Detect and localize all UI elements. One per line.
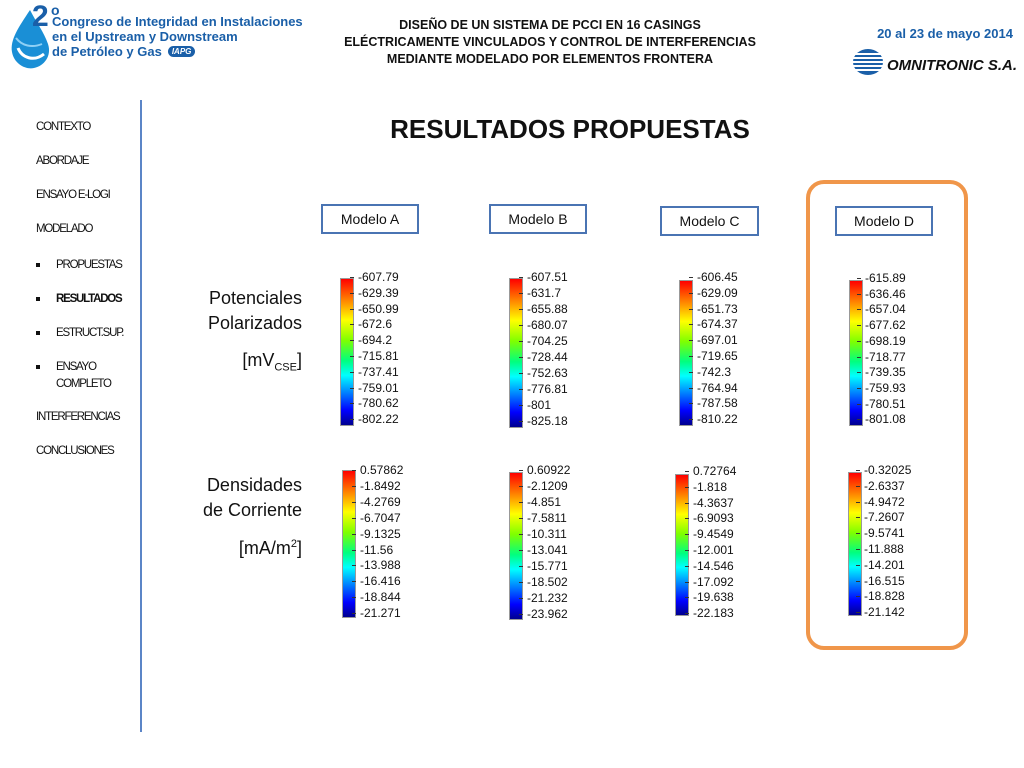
colorbar-tick-label: -11.888 <box>864 542 904 556</box>
colorbar-tick-label: -11.56 <box>360 542 394 557</box>
colorbar-tick-label: -752.63 <box>527 366 568 380</box>
sidebar-item-label-line-2: COMPLETO <box>56 378 111 390</box>
colorbar-tick-label: -1.818 <box>693 479 728 494</box>
colorbar-tick-label: -17.092 <box>693 574 734 589</box>
row-label-line-1: Densidades <box>206 475 302 495</box>
colorbar-tick-label: -607.51 <box>527 270 568 284</box>
colorbar-tick-label: -631.7 <box>527 286 562 300</box>
page-title: RESULTADOS PROPUESTAS <box>390 114 750 144</box>
colorbar-tick-label: -655.88 <box>527 302 568 316</box>
colorbar-tick-label: -677.62 <box>865 318 906 333</box>
model-c-label: Modelo C <box>660 206 759 236</box>
colorbar-tick-label: -4.2769 <box>360 494 401 509</box>
colorbar-tick-label: 0.60922 <box>527 463 571 477</box>
colorbar-tick-label: -780.51 <box>865 396 906 411</box>
title-line-3: MEDIANTE MODELADO POR ELEMENTOS FRONTERA <box>386 52 714 66</box>
colorbar-tick-label: -657.04 <box>865 302 906 317</box>
colorbar-tick-label: -715.81 <box>358 349 399 363</box>
logo-line-2: en el Upstream y Downstream <box>52 29 238 44</box>
colorbar-tick-label: -0.32025 <box>864 463 912 477</box>
colorbar-tick-label: -14.201 <box>864 557 905 572</box>
logo-text <box>52 14 303 59</box>
row-label-line-2: Polarizados <box>207 313 302 333</box>
colorbar-tick-label: -672.6 <box>358 317 393 332</box>
sidebar-item-label: RESULTADOS <box>56 293 122 305</box>
presentation-title <box>300 17 800 68</box>
colorbar-tick-label: -759.93 <box>865 380 906 395</box>
title-line-2: ELÉCTRICAMENTE VINCULADOS Y CONTROL DE INTERFERENCIAS <box>344 35 756 49</box>
sidebar-item-abordaje[interactable]: ABORDAJE <box>36 155 89 167</box>
colorbar-tick-label: -776.81 <box>527 382 568 396</box>
model-d-label: Modelo D <box>835 206 933 236</box>
colorbar-tick-label: -802.22 <box>358 412 399 427</box>
colorbar-densidades-c <box>675 474 689 616</box>
colorbar-tick-label: -22.183 <box>693 606 734 621</box>
colorbar-tick-label: -9.1325 <box>360 526 401 541</box>
colorbar-tick-label: -10.311 <box>527 527 567 541</box>
congress-logo <box>6 2 326 74</box>
bullet-icon <box>36 365 40 369</box>
colorbar-tick-label: -718.77 <box>865 349 906 364</box>
colorbar-tick-label: -810.22 <box>697 412 738 427</box>
colorbar-tick-label: -21.142 <box>864 605 905 620</box>
sidebar-item-modelado[interactable]: MODELADO <box>36 223 93 235</box>
event-date: 20 al 23 de mayo 2014 <box>877 26 1013 41</box>
logo-line-3: de Petróleo y Gas IAPG <box>52 44 303 59</box>
colorbar-tick-label: 0.57862 <box>360 463 404 477</box>
bullet-icon <box>36 263 40 267</box>
colorbar-tick-label: -18.828 <box>864 589 905 604</box>
colorbar-tick-label: -780.62 <box>358 396 399 411</box>
colorbar-tick-label: -13.988 <box>360 558 401 573</box>
company-logo <box>852 46 1022 78</box>
colorbar-tick-label: -23.962 <box>527 607 568 621</box>
colorbar-tick-label: -742.3 <box>697 364 732 379</box>
unit-label-potenciales: $[mV_{CSE}]$ <box>242 350 302 374</box>
bullet-icon <box>36 297 40 301</box>
colorbar-tick-label: -615.89 <box>865 271 906 285</box>
sidebar-item-interferencias[interactable]: INTERFERENCIAS <box>36 411 120 423</box>
sidebar-item-label-line-1: ENSAYO <box>56 361 96 373</box>
colorbar-tick-label: -759.01 <box>358 380 399 395</box>
colorbar-tick-label: -787.58 <box>697 396 738 411</box>
colorbar-tick-label: -21.271 <box>360 606 401 621</box>
row-label-line-2: de Corriente <box>202 500 302 520</box>
logo-number: 2 <box>32 0 49 33</box>
colorbar-tick-label: -16.515 <box>864 573 905 588</box>
colorbar-tick-label: -9.5741 <box>864 526 905 541</box>
colorbar-tick-label: -674.37 <box>697 317 738 332</box>
sidebar-item-ensayo-completo[interactable] <box>36 359 146 393</box>
colorbar-tick-label: -764.94 <box>697 380 738 395</box>
colorbar-tick-label: -1.8492 <box>360 478 401 493</box>
colorbar-tick-label: -629.09 <box>697 285 738 300</box>
colorbar-densidades-d <box>848 472 862 616</box>
colorbar-densidades-a <box>342 470 356 618</box>
colorbar-tick-label: -697.01 <box>697 333 738 348</box>
colorbar-tick-label: -18.844 <box>360 590 401 605</box>
colorbar-tick-label: -606.45 <box>697 270 738 284</box>
sidebar-item-contexto[interactable]: CONTEXTO <box>36 121 91 133</box>
colorbar-tick-label: -4.3637 <box>693 495 734 510</box>
colorbar-tick-label: -13.041 <box>527 543 568 557</box>
colorbar-tick-label: -16.416 <box>360 574 401 589</box>
colorbar-tick-label: -629.39 <box>358 285 399 300</box>
colorbar-tick-label: -6.9093 <box>693 511 734 526</box>
colorbar-tick-label: -694.2 <box>358 333 393 348</box>
colorbar-tick-label: -607.79 <box>358 270 399 284</box>
colorbar-tick-label: -825.18 <box>527 414 568 428</box>
colorbar-tick-label: -737.41 <box>358 364 399 379</box>
colorbar-tick-label: -728.44 <box>527 350 568 364</box>
colorbar-tick-label: 0.72764 <box>693 464 737 478</box>
sidebar-item-ensayo-e-logi[interactable]: ENSAYO E-LOGI <box>36 189 110 201</box>
colorbar-tick-label: -636.46 <box>865 286 906 301</box>
globe-icon <box>852 48 884 76</box>
colorbar-tick-label: -680.07 <box>527 318 568 332</box>
row-label-potenciales <box>208 286 302 336</box>
colorbar-tick-label: -650.99 <box>358 301 399 316</box>
row-label-densidades <box>203 473 302 523</box>
model-a-label: Modelo A <box>321 204 419 234</box>
colorbar-tick-label: -19.638 <box>693 590 734 605</box>
colorbar-tick-label: -698.19 <box>865 333 906 348</box>
iapg-badge: IAPG <box>168 46 196 57</box>
sidebar-item-propuestas[interactable] <box>36 257 146 274</box>
colorbar-tick-label: -15.771 <box>527 559 568 573</box>
sidebar-item-estruct-sup[interactable] <box>36 325 146 342</box>
colorbar-tick-label: -7.5811 <box>527 511 567 525</box>
colorbar-tick-label: -6.7047 <box>360 510 401 525</box>
logo-superscript: o <box>51 2 60 18</box>
logo-line-1: Congreso de Integridad en Instalaciones <box>52 14 303 29</box>
colorbar-tick-label: -14.546 <box>693 558 734 573</box>
colorbar-tick-label: -801 <box>527 398 552 412</box>
colorbar-tick-label: -4.9472 <box>864 494 905 509</box>
sidebar-item-label: PROPUESTAS <box>56 259 122 271</box>
colorbar-tick-label: -739.35 <box>865 365 906 380</box>
sidebar-item-label: ESTRUCT.SUP. <box>56 327 124 339</box>
sidebar-divider <box>140 100 142 732</box>
bullet-icon <box>36 331 40 335</box>
title-line-1: DISEÑO DE UN SISTEMA DE PCCI EN 16 CASINGS <box>399 18 701 32</box>
colorbar-tick-label: -2.1209 <box>527 479 568 493</box>
colorbar-tick-label: -7.2607 <box>864 510 905 525</box>
sidebar-item-resultados[interactable] <box>36 291 146 308</box>
colorbar-tick-label: -18.502 <box>527 575 568 589</box>
colorbar-tick-label: -651.73 <box>697 301 738 316</box>
colorbar-tick-label: -2.6337 <box>864 478 905 493</box>
colorbar-tick-label: -12.001 <box>693 543 734 557</box>
colorbar-tick-label: -704.25 <box>527 334 568 348</box>
colorbar-tick-label: -719.65 <box>697 349 738 363</box>
unit-label-densidades: $[mA/m^2]$ <box>238 538 302 558</box>
sidebar-item-conclusiones[interactable]: CONCLUSIONES <box>36 445 114 457</box>
row-label-line-1: Potenciales <box>208 288 302 308</box>
company-name: OMNITRONIC S.A. <box>887 57 1017 74</box>
colorbar-tick-label: -4.851 <box>527 495 562 509</box>
model-b-label: Modelo B <box>489 204 587 234</box>
colorbar-tick-label: -9.4549 <box>693 527 734 542</box>
colorbar-tick-label: -21.232 <box>527 591 568 605</box>
colorbar-tick-label: -801.08 <box>865 412 906 427</box>
